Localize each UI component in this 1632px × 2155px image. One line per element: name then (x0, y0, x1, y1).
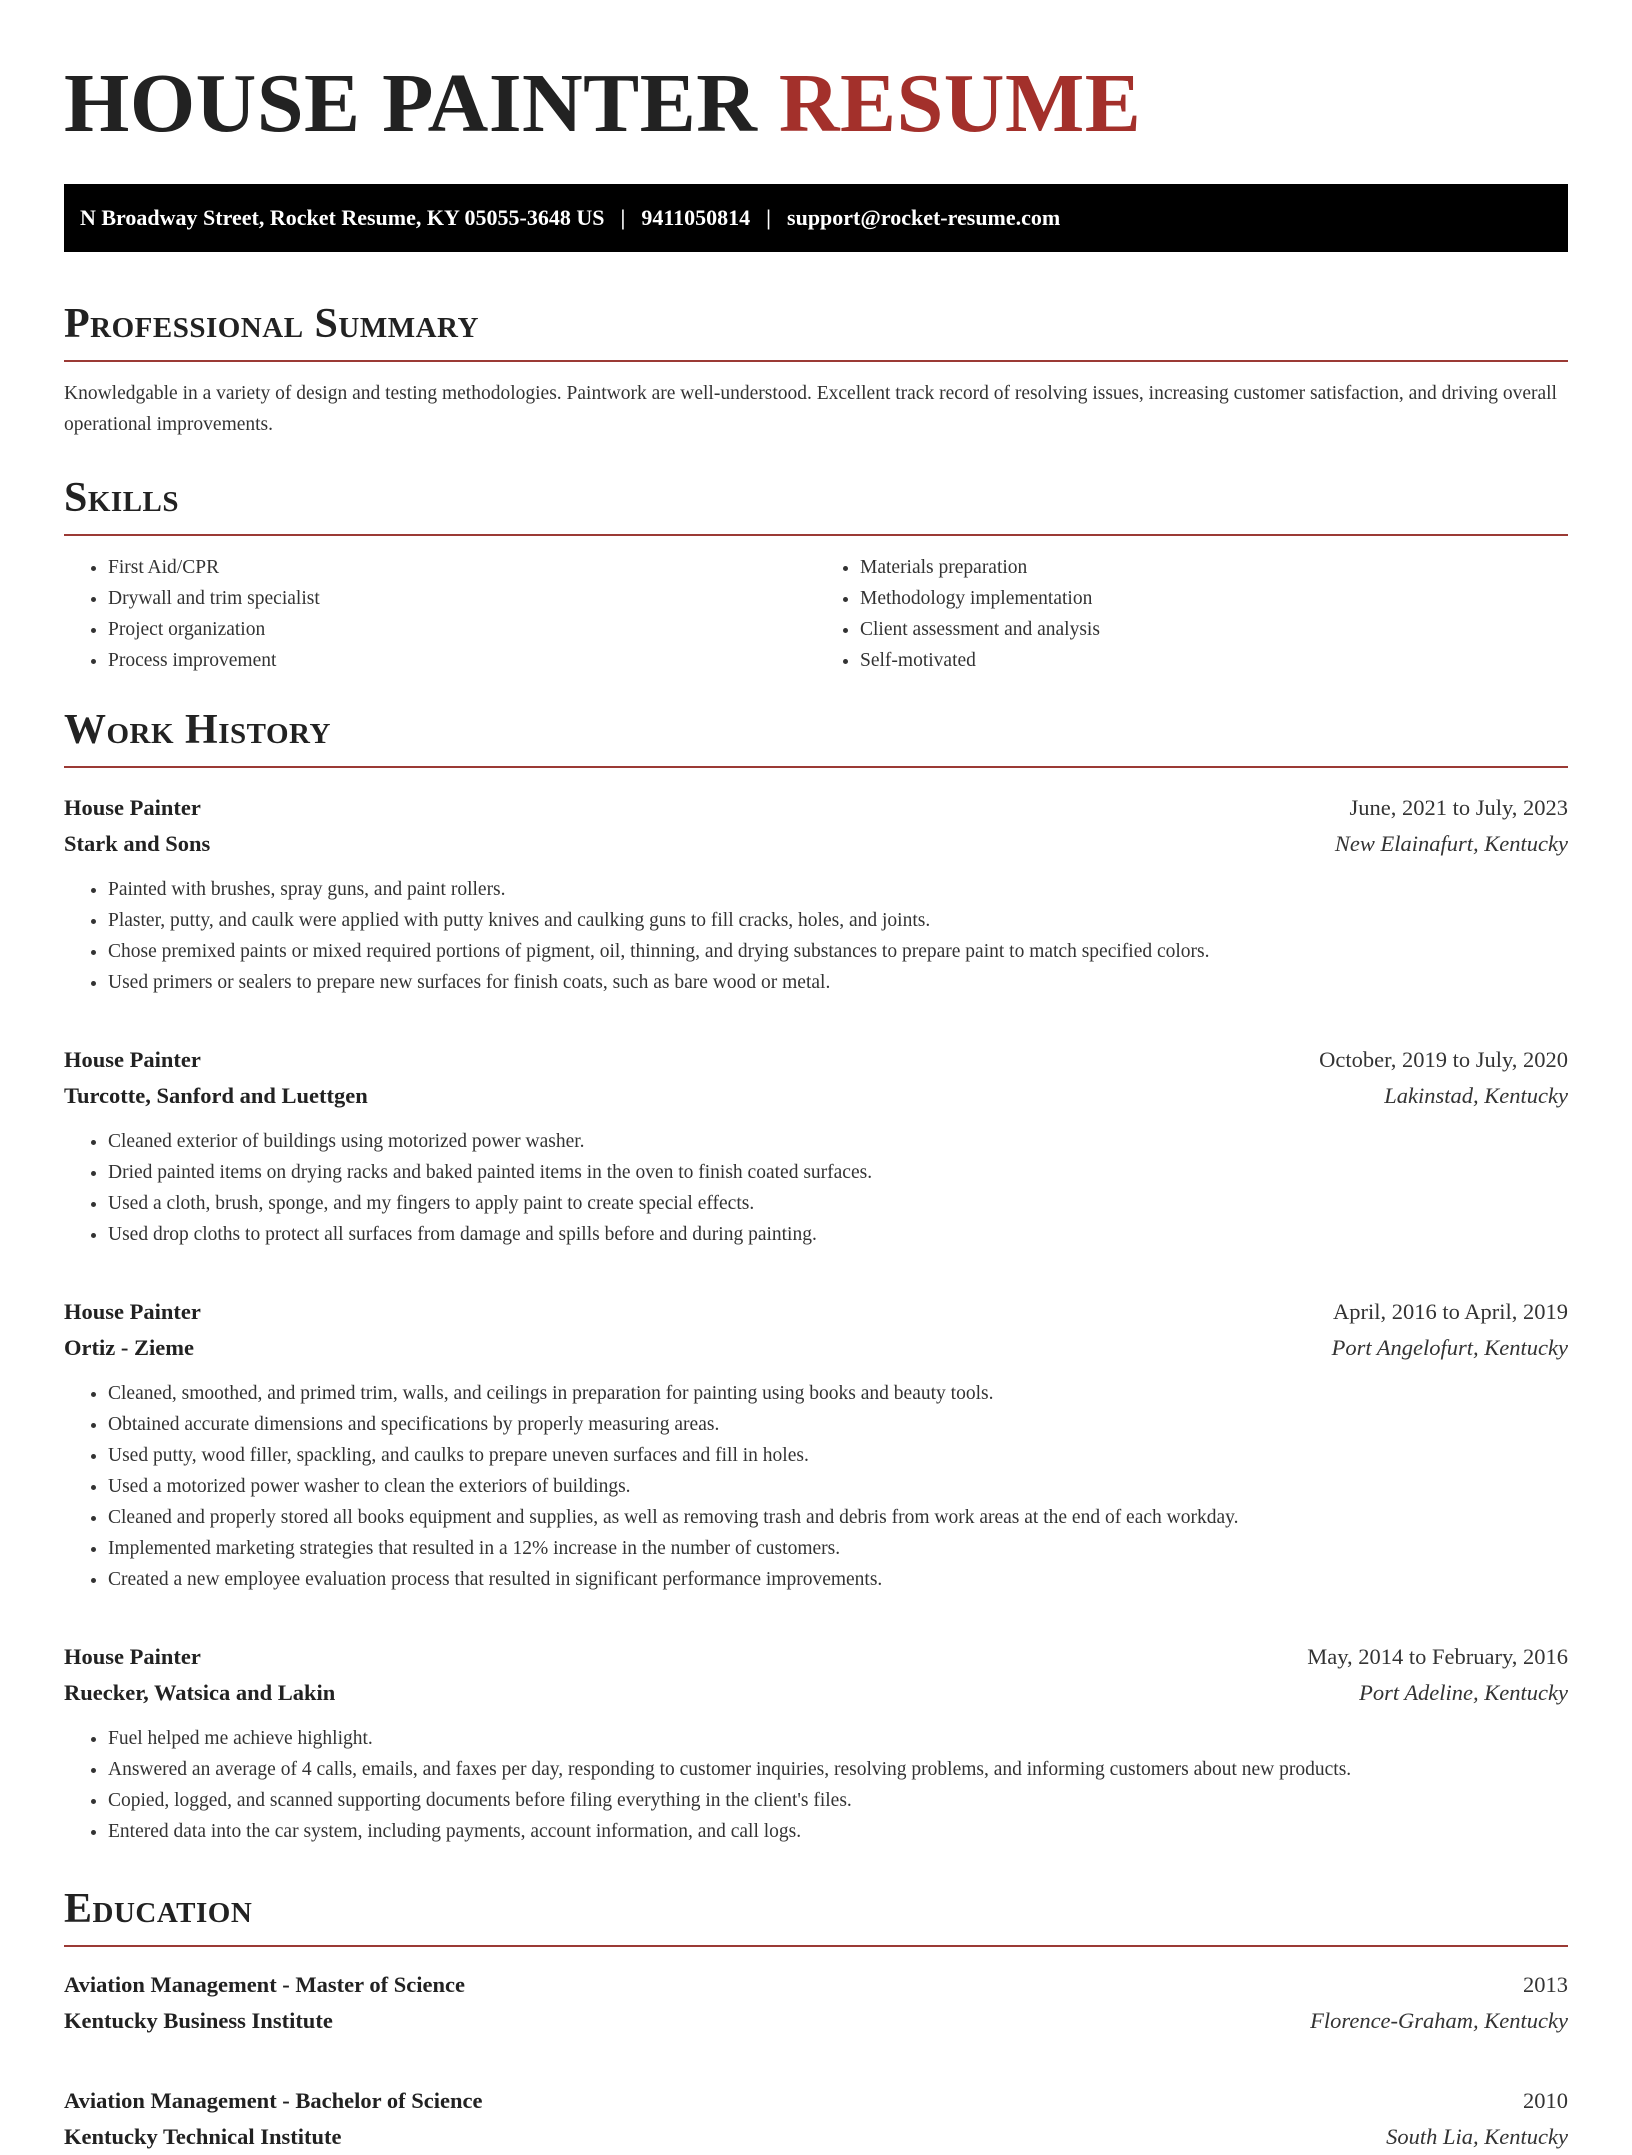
job-bullets (64, 1378, 1568, 1595)
title-main: HOUSE PAINTER (64, 57, 758, 150)
job-company: Turcotte, Sanford and Luettgen (64, 1083, 368, 1108)
education-section (64, 1883, 1568, 2155)
job-bullet: • Used primers or sealers to prepare new surfaces for finish coats, such as bare wood or metal. (108, 967, 1568, 998)
section-divider (64, 766, 1568, 768)
skill-item: • Methodology implementation (860, 583, 1568, 614)
job-entry (64, 1639, 1568, 1847)
education-location: Florence-Graham, Kentucky (1310, 2008, 1568, 2033)
job-entry (64, 1042, 1568, 1250)
job-location: Lakinstad, Kentucky (1384, 1083, 1568, 1108)
job-company-row (64, 1078, 1568, 1114)
section-divider (64, 360, 1568, 362)
job-bullet: • Obtained accurate dimensions and specifications by properly measuring areas. (108, 1409, 1568, 1440)
job-title-row (64, 1042, 1568, 1078)
job-location: Port Angelofurt, Kentucky (1331, 1335, 1568, 1360)
job-dates: April, 2016 to April, 2019 (1333, 1299, 1568, 1324)
section-divider (64, 1945, 1568, 1947)
job-dates: June, 2021 to July, 2023 (1349, 795, 1568, 820)
job-bullet: • Used putty, wood filler, spackling, and caulks to prepare uneven surfaces and fill in holes. (108, 1440, 1568, 1471)
skills-section (64, 472, 1568, 676)
job-title-row (64, 1639, 1568, 1675)
education-degree-row (64, 2083, 1568, 2119)
job-company-row (64, 826, 1568, 862)
job-bullet: • Chose premixed paints or mixed required portions of pigment, oil, thinning, and drying substances to prepare paint to match specified colors. (108, 936, 1568, 967)
education-entry (64, 2083, 1568, 2155)
job-bullets (64, 1126, 1568, 1250)
skill-item: • Drywall and trim specialist (108, 583, 816, 614)
education-school: Kentucky Business Institute (64, 2008, 333, 2033)
job-company: Stark and Sons (64, 831, 211, 856)
skill-item: • Self-motivated (860, 645, 1568, 676)
job-bullet: • Used drop cloths to protect all surfaces from damage and spills before and during painting. (108, 1219, 1568, 1250)
job-entry (64, 1294, 1568, 1595)
work-history-section (64, 704, 1568, 1847)
job-bullet: • Entered data into the car system, including payments, account information, and call logs. (108, 1816, 1568, 1847)
job-location: Port Adeline, Kentucky (1359, 1680, 1568, 1705)
job-bullet: • Answered an average of 4 calls, emails, and faxes per day, responding to customer inquiries, resolving problems, and informing customers about new products. (108, 1754, 1568, 1785)
skills-list-left (64, 552, 816, 676)
job-bullet: • Dried painted items on drying racks and baked painted items in the oven to finish coated surfaces. (108, 1157, 1568, 1188)
skill-item: • Project organization (108, 614, 816, 645)
summary-heading: Professional Summary (64, 301, 479, 347)
section-divider (64, 534, 1568, 536)
job-title-row (64, 1294, 1568, 1330)
job-bullet: • Implemented marketing strategies that resulted in a 12% increase in the number of customers. (108, 1533, 1568, 1564)
education-degree: Aviation Management - Master of Science (64, 1972, 465, 1997)
skills-list-right (816, 552, 1568, 676)
job-bullet: • Fuel helped me achieve highlight. (108, 1723, 1568, 1754)
education-degree: Aviation Management - Bachelor of Science (64, 2088, 483, 2113)
job-bullet: • Cleaned and properly stored all books equipment and supplies, as well as removing trash and debris from work areas at the end of each workday. (108, 1502, 1568, 1533)
education-year: 2010 (1523, 2088, 1568, 2113)
job-company-row (64, 1675, 1568, 1711)
job-company: Ortiz - Zieme (64, 1335, 194, 1360)
job-bullet: • Copied, logged, and scanned supporting documents before filing everything in the client's files. (108, 1785, 1568, 1816)
job-location: New Elainafurt, Kentucky (1334, 831, 1568, 856)
job-title: House Painter (64, 1047, 201, 1072)
contact-address: N Broadway Street, Rocket Resume, KY 05055-3648 US (80, 205, 605, 230)
job-title: House Painter (64, 1644, 201, 1669)
skill-item: • Client assessment and analysis (860, 614, 1568, 645)
job-entry (64, 790, 1568, 998)
education-school-row (64, 2003, 1568, 2039)
resume-title (64, 0, 1568, 152)
contact-phone: 9411050814 (641, 205, 751, 230)
job-dates: October, 2019 to July, 2020 (1319, 1047, 1568, 1072)
job-bullets (64, 1723, 1568, 1847)
job-bullet: • Cleaned, smoothed, and primed trim, walls, and ceilings in preparation for painting using books and beauty tools. (108, 1378, 1568, 1409)
contact-email: support@rocket-resume.com (787, 205, 1061, 230)
job-title-row (64, 790, 1568, 826)
contact-separator: | (620, 205, 626, 230)
contact-bar (64, 184, 1568, 252)
skill-item: • Process improvement (108, 645, 816, 676)
education-location: South Lia, Kentucky (1386, 2124, 1568, 2149)
job-bullet: • Used a motorized power washer to clean the exteriors of buildings. (108, 1471, 1568, 1502)
job-bullet: • Used a cloth, brush, sponge, and my fingers to apply paint to create special effects. (108, 1188, 1568, 1219)
job-bullets (64, 874, 1568, 998)
job-dates: May, 2014 to February, 2016 (1307, 1644, 1568, 1669)
summary-section (64, 298, 1568, 440)
education-entry (64, 1967, 1568, 2039)
skill-item: • First Aid/CPR (108, 552, 816, 583)
work-history-heading: Work History (64, 707, 331, 753)
skills-columns (64, 552, 1568, 676)
job-bullet: • Painted with brushes, spray guns, and paint rollers. (108, 874, 1568, 905)
job-bullet: • Plaster, putty, and caulk were applied with putty knives and caulking guns to fill cracks, holes, and joints. (108, 905, 1568, 936)
skill-item: • Materials preparation (860, 552, 1568, 583)
education-degree-row (64, 1967, 1568, 2003)
education-year: 2013 (1523, 1972, 1568, 1997)
job-company-row (64, 1330, 1568, 1366)
job-bullet: • Created a new employee evaluation process that resulted in significant performance improvements. (108, 1564, 1568, 1595)
contact-separator: | (766, 205, 772, 230)
skills-heading: Skills (64, 475, 180, 521)
job-title: House Painter (64, 1299, 201, 1324)
job-bullet: • Cleaned exterior of buildings using motorized power washer. (108, 1126, 1568, 1157)
job-title: House Painter (64, 795, 201, 820)
education-school: Kentucky Technical Institute (64, 2124, 342, 2149)
title-accent: RESUME (778, 57, 1142, 150)
education-school-row (64, 2119, 1568, 2155)
education-heading: Education (64, 1886, 253, 1932)
summary-text: Knowledgable in a variety of design and testing methodologies. Paintwork are well-understood. Excellent track record of resolving issues, increasing customer satisfaction, and driving overall operational improvements. (64, 383, 1557, 435)
job-company: Ruecker, Watsica and Lakin (64, 1680, 336, 1705)
